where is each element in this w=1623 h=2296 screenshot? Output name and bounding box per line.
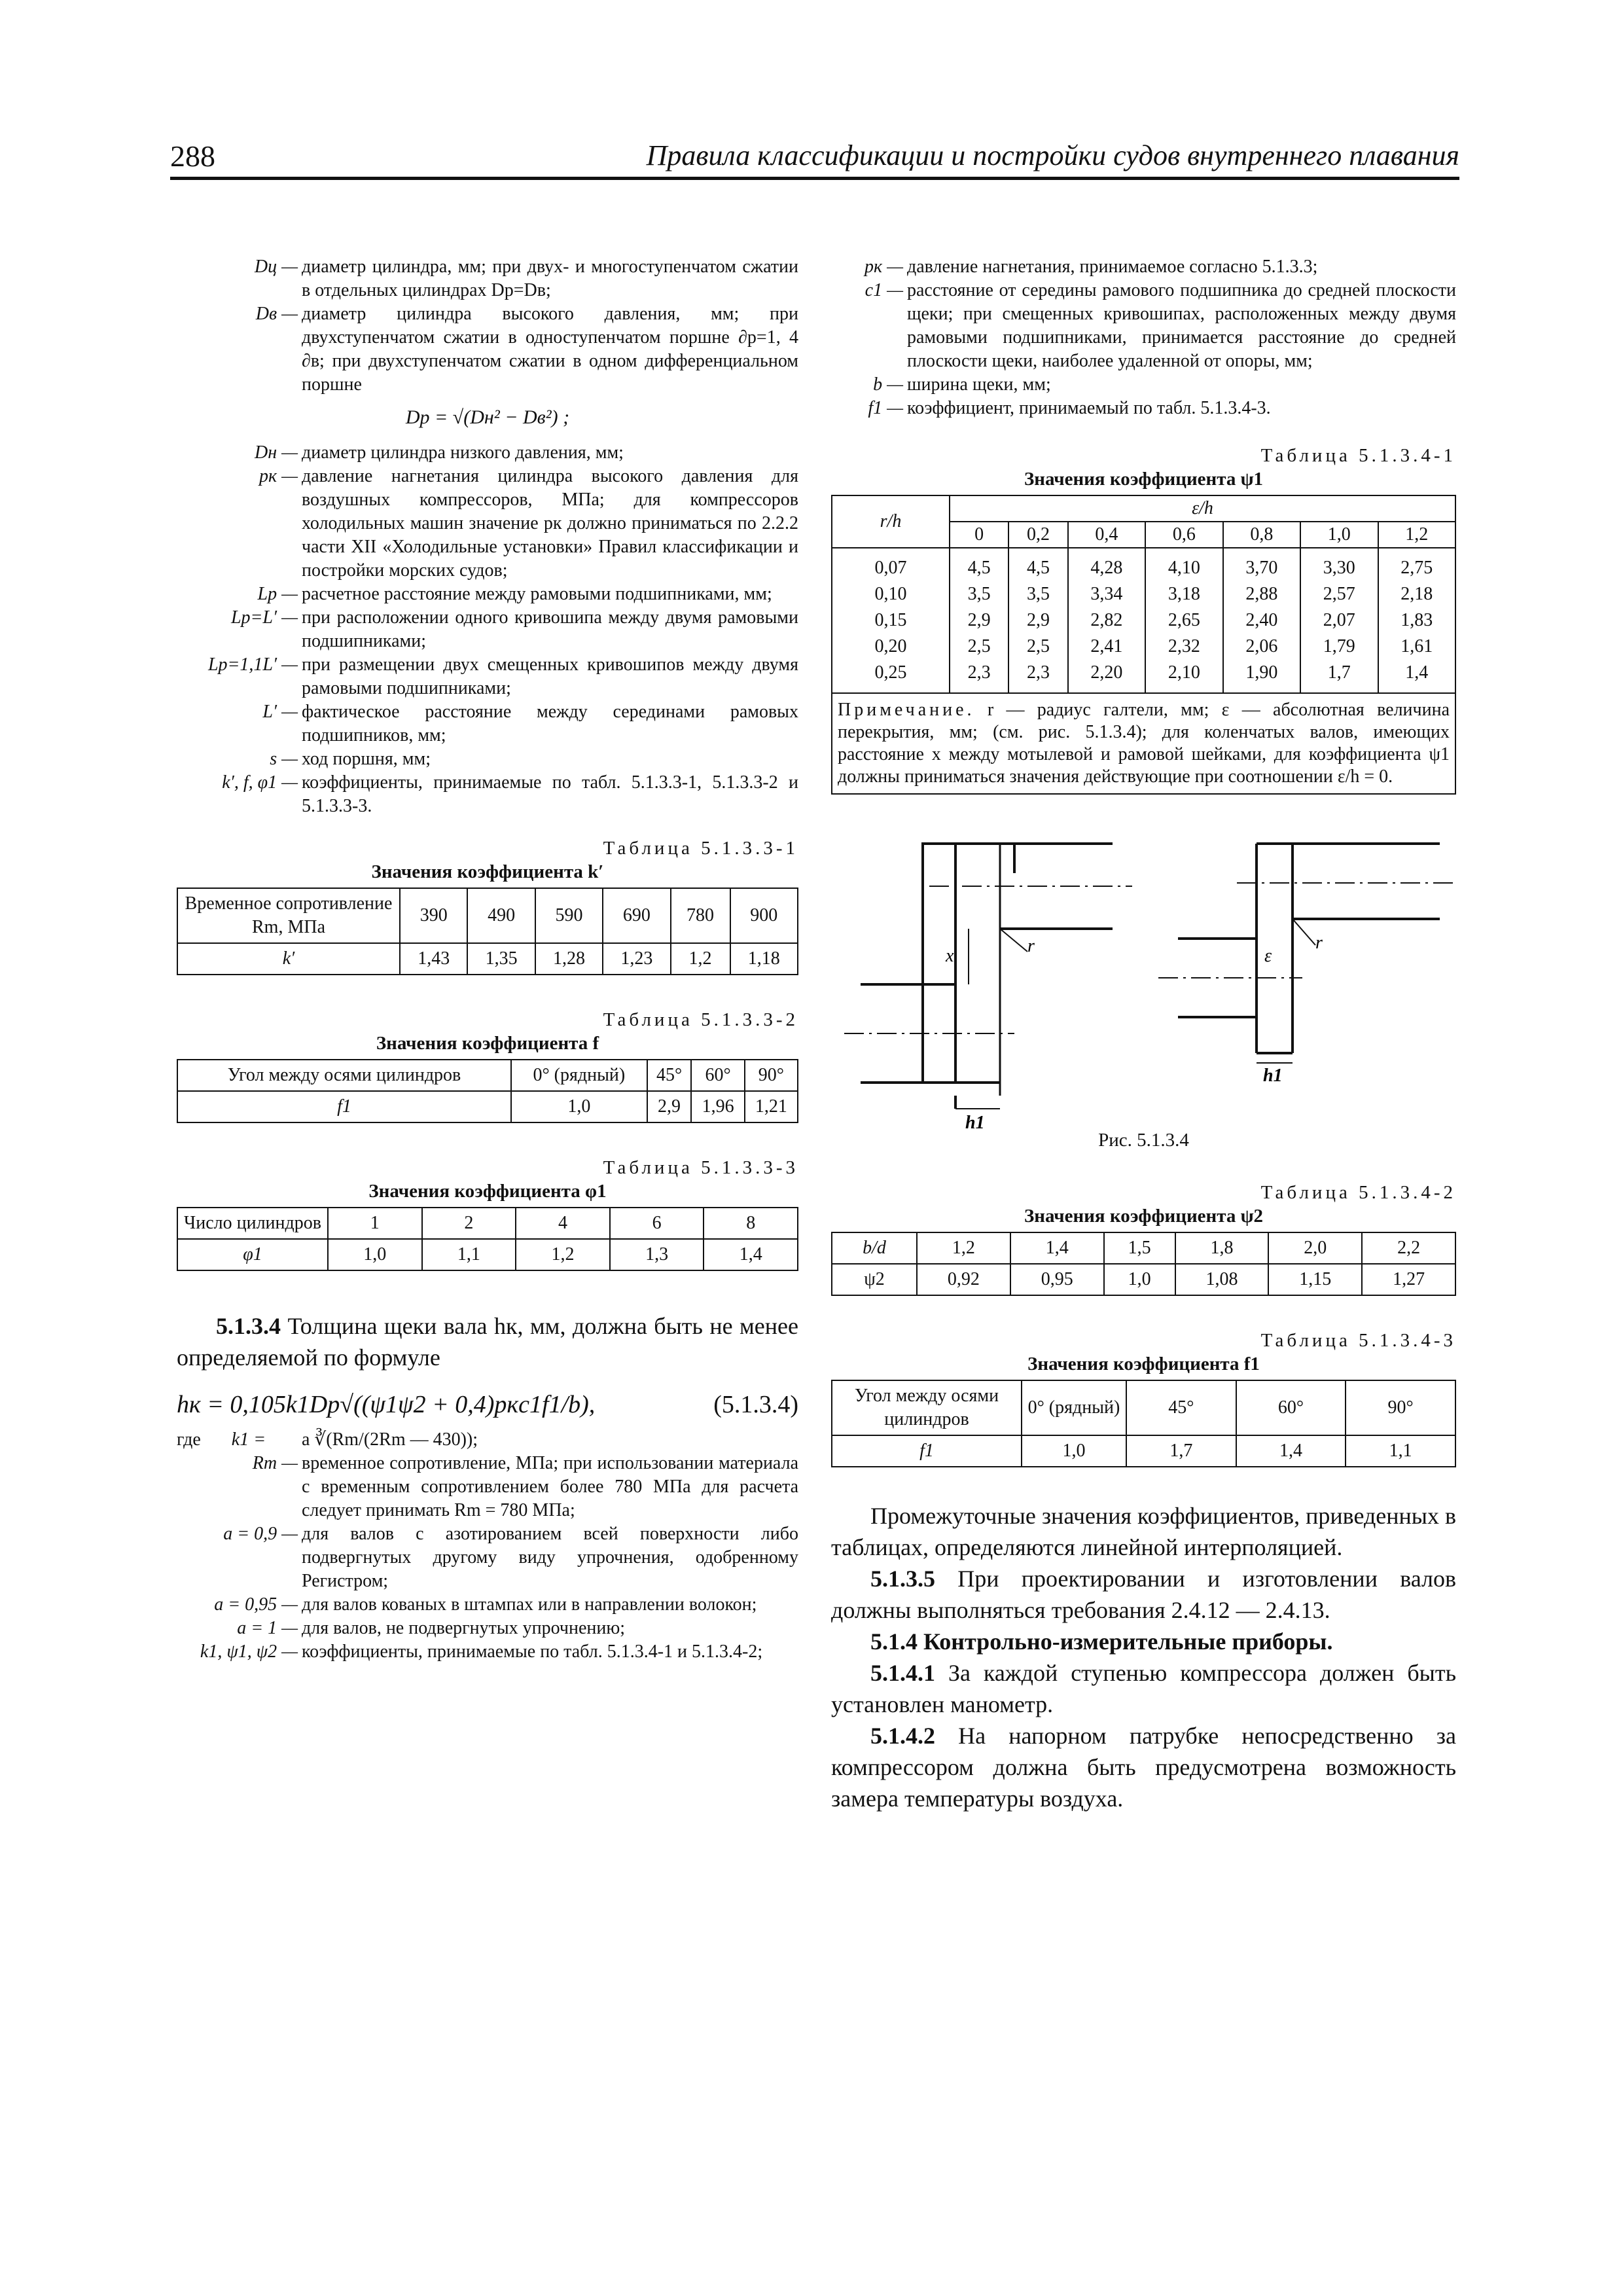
def-text: ход поршня, мм; <box>302 749 431 769</box>
row-label: φ1 <box>177 1239 328 1270</box>
section-number: 5.1.4.1 <box>870 1660 935 1686</box>
table-caption: Таблица 5.1.3.3-1 <box>603 838 798 859</box>
row-label: f1 <box>177 1091 511 1122</box>
table-cell: 60° <box>691 1060 744 1091</box>
table-row <box>177 1239 798 1270</box>
table-cell: 2,3 <box>1027 662 1050 683</box>
table-cell: 1,43 <box>400 943 467 975</box>
def-text: диаметр цилиндра высокого давления, мм; при двухступенчатом сжатии в одноступенчатом поршне ∂р=1, 4 ∂в; при двухступенчатом сжатии в одном дифференциальном поршне <box>302 304 798 395</box>
def-text: фактическое расстояние между серединами рамовых подшипников, мм; <box>302 702 798 745</box>
table-cell: 45° <box>1126 1380 1236 1435</box>
table-title: Значения коэффициента f <box>376 1033 599 1054</box>
left-column <box>177 255 798 1664</box>
table-cell: 90° <box>1346 1380 1455 1435</box>
table-cell: 1,18 <box>730 943 798 975</box>
paragraph <box>831 1720 1456 1814</box>
table-cell: 0,95 <box>1010 1264 1104 1295</box>
table-cell: 1,61 <box>1400 636 1433 656</box>
def-text: давление нагнетания цилиндра высокого давления для воздушных компрессоров, МПа; для компрессоров холодильных машин значение pк должно приниматься по 2.2.2 части XII «Холодильные установки» Правил классификации и постройки морских судов; <box>302 466 798 581</box>
table-cell: 0,20 <box>874 636 907 656</box>
paragraph-text: На напорном патрубке непосредственно за компрессором должна быть предусмотрена возможность замера температуры воздуха. <box>831 1723 1456 1812</box>
table-cell: 1,7 <box>1126 1435 1236 1467</box>
table-cell: 1,0 <box>1104 1264 1175 1295</box>
def-term: k′, f, φ1 — <box>222 772 298 793</box>
corner-header: r/h <box>832 495 950 548</box>
table-cell: 1,96 <box>691 1091 744 1122</box>
table-caption: Таблица 5.1.3.4-1 <box>1260 445 1456 466</box>
table-cell: 1,2 <box>671 943 730 975</box>
table-cell: 0,07 <box>874 558 907 578</box>
section-number: 5.1.3.4 <box>216 1313 281 1339</box>
def-text: для валов кованых в штампах или в направлении волокон; <box>302 1594 757 1615</box>
row-label: Угол между осями цилиндров <box>832 1380 1022 1435</box>
column-header: 0,2 <box>1008 522 1067 548</box>
table-cell: 0° (рядный) <box>511 1060 647 1091</box>
table-title: Значения коэффициента ψ1 <box>1024 469 1264 490</box>
table-cell: 1,79 <box>1323 636 1355 656</box>
row-values-col <box>1068 548 1145 693</box>
def-term: a = 0,9 — <box>223 1524 298 1544</box>
def-text: коэффициенты, принимаемые по табл. 5.1.3.3-1, 5.1.3.3-2 и 5.1.3.3-3. <box>302 772 798 816</box>
table-title: Значения коэффициента f1 <box>1027 1354 1260 1374</box>
def-text: временное сопротивление, МПа; при использовании материала с временным сопротивлением более 780 МПа для расчета следует принимать Rm = 780 МПа; <box>302 1453 798 1520</box>
table-caption: Таблица 5.1.3.3-3 <box>603 1157 798 1178</box>
section-5-1-3-4 <box>177 1310 798 1373</box>
column-header: 0 <box>950 522 1008 548</box>
table-cell: 2,9 <box>647 1091 692 1122</box>
paragraph-text: При проектировании и изготовлении валов должны выполняться требования 2.4.12 — 2.4.13. <box>831 1566 1456 1623</box>
row-label: Число цилиндров <box>177 1208 328 1239</box>
table-cell: 0,92 <box>917 1264 1010 1295</box>
table-title: Значения коэффициента ψ2 <box>1024 1206 1264 1227</box>
table-cell: 0,15 <box>874 610 907 630</box>
table-cell: 1,90 <box>1245 662 1278 683</box>
table-cell: 2,57 <box>1323 584 1355 604</box>
table-caption: Таблица 5.1.3.3-2 <box>603 1009 798 1030</box>
table-cell: 390 <box>400 888 467 943</box>
table-cell: 690 <box>603 888 670 943</box>
definitions-block-1 <box>177 255 798 397</box>
table-cell: 1,0 <box>511 1091 647 1122</box>
table-cell: 900 <box>730 888 798 943</box>
table-cell: 1,23 <box>603 943 670 975</box>
table-cell: 780 <box>671 888 730 943</box>
table-cell: 1,15 <box>1268 1264 1362 1295</box>
table-row <box>832 495 1455 522</box>
note-text: r — радиус галтели, мм; ε — абсолютная величина перекрытия, мм; (см. рис. 5.1.3.4); для коленчатых валов, имеющих расстояние x между мотылевой и рамовой шейками, для коэффициента ψ1 должны приниматься значения действующие при соотношении ε/h = 0. <box>838 700 1450 787</box>
table-cell: 1,3 <box>610 1239 704 1270</box>
table-row <box>177 1060 798 1091</box>
row-values-col <box>1223 548 1300 693</box>
def-text: расчетное расстояние между рамовыми подшипниками, мм; <box>302 584 772 604</box>
def-text: для валов с азотированием всей поверхности либо подвергнутых другому виду упрочнения, одобренному Регистром; <box>302 1524 798 1591</box>
def-text: a ∛(Rm/(2Rm — 430)); <box>302 1429 478 1450</box>
column-header: 1,0 <box>1300 522 1378 548</box>
table-title: Значения коэффициента k′ <box>371 861 604 882</box>
table-cell: 1,28 <box>535 943 603 975</box>
row-values-col <box>832 548 950 693</box>
table-cell: 1,1 <box>1346 1435 1455 1467</box>
definitions-block-2 <box>177 441 798 818</box>
def-term: L′ — <box>262 702 298 722</box>
fig-label: x <box>946 946 954 966</box>
table-cell: 60° <box>1236 1380 1346 1435</box>
table-cell: 1,1 <box>422 1239 516 1270</box>
table-cell: 1,0 <box>328 1239 422 1270</box>
def-term: b — <box>873 374 903 395</box>
def-term: k1, ψ1, ψ2 — <box>200 1641 298 1662</box>
table-cell: 3,34 <box>1090 584 1123 604</box>
table-cell: 2,5 <box>1027 636 1050 656</box>
table-row <box>832 1232 1455 1264</box>
table-cell: 1,8 <box>1175 1232 1269 1264</box>
table-f <box>177 1059 798 1123</box>
def-text: диаметр цилиндра низкого давления, мм; <box>302 442 624 463</box>
table-cell: 1,21 <box>745 1091 798 1122</box>
row-label: ψ2 <box>832 1264 917 1295</box>
figure-crankshaft <box>831 821 1456 1161</box>
table-row <box>177 1091 798 1122</box>
table-cell: 2,3 <box>967 662 991 683</box>
def-text: диаметр цилиндра, мм; при двух- и многоступенчатом сжатии в отдельных цилиндрах Dр=Dв; <box>302 257 798 300</box>
crankshaft-drawing <box>831 821 1456 1133</box>
table-cell: 2,0 <box>1268 1232 1362 1264</box>
table-cell: 2,2 <box>1362 1232 1455 1264</box>
column-header: 0,4 <box>1068 522 1145 548</box>
def-term <box>177 1428 298 1452</box>
table-row <box>832 1435 1455 1467</box>
table-cell: 2,82 <box>1090 610 1123 630</box>
group-header: ε/h <box>950 495 1455 522</box>
closing-paragraphs <box>831 1500 1456 1814</box>
table-cell: 2,65 <box>1168 610 1200 630</box>
def-term: Lр=1,1L′ — <box>207 655 298 675</box>
table-cell: 0,25 <box>874 662 907 683</box>
row-values-col <box>1008 548 1067 693</box>
table-row <box>832 548 1455 693</box>
table-cell: 4,10 <box>1168 558 1200 578</box>
def-term: c1 — <box>865 280 903 300</box>
table-cell: 1,35 <box>467 943 535 975</box>
paragraph <box>831 1563 1456 1626</box>
main-formula: hк = 0,105k1Dр√((ψ1ψ2 + 0,4)pкc1f1/b), <box>177 1391 596 1418</box>
def-text: при расположении одного кривошипа между двумя рамовыми подшипниками; <box>302 607 798 651</box>
table-cell: 4,28 <box>1090 558 1123 578</box>
table-cell: 0° (рядный) <box>1022 1380 1126 1435</box>
table-cell: 1,08 <box>1175 1264 1269 1295</box>
table-note <box>831 694 1456 795</box>
table-cell: 2,9 <box>967 610 991 630</box>
formula-dp: Dр = √(Dн² − Dв²) ; <box>405 406 570 428</box>
table-psi2 <box>831 1232 1456 1296</box>
page-header <box>170 139 1459 178</box>
table-cell: 2,40 <box>1245 610 1278 630</box>
definitions-block-3 <box>177 1428 798 1664</box>
def-text: коэффициенты, принимаемые по табл. 5.1.3.4-1 и 5.1.3.4-2; <box>302 1641 763 1662</box>
row-values-col <box>1300 548 1378 693</box>
table-cell: 2,07 <box>1323 610 1355 630</box>
def-term: Dн — <box>254 442 298 463</box>
table-cell: 2 <box>422 1208 516 1239</box>
table-caption: Таблица 5.1.3.4-2 <box>1260 1182 1456 1203</box>
table-cell: 90° <box>745 1060 798 1091</box>
table-k-prime <box>177 888 798 975</box>
table-cell: 4,5 <box>967 558 991 578</box>
fig-label: h1 <box>1263 1066 1283 1086</box>
table-cell: 2,06 <box>1245 636 1278 656</box>
table-cell: 3,30 <box>1323 558 1355 578</box>
table-psi1 <box>831 495 1456 694</box>
table-cell: 0,10 <box>874 584 907 604</box>
fig-label: r <box>1027 936 1035 956</box>
table-cell: 2,41 <box>1090 636 1123 656</box>
table-cell: 1,2 <box>516 1239 610 1270</box>
def-term: s — <box>270 749 298 769</box>
running-title: Правила классификации и постройки судов внутреннего плавания <box>646 139 1459 171</box>
table-cell: 1,0 <box>1022 1435 1126 1467</box>
table-cell: 1,27 <box>1362 1264 1455 1295</box>
def-term: pк — <box>259 466 298 486</box>
header-rule <box>170 177 1459 180</box>
def-term-k1: k1 = <box>231 1429 266 1450</box>
table-cell: 1,4 <box>1236 1435 1346 1467</box>
table-f1 <box>831 1380 1456 1467</box>
table-cell: 590 <box>535 888 603 943</box>
def-term: f1 — <box>868 398 903 418</box>
table-cell: 2,10 <box>1168 662 1200 683</box>
table-cell: 2,9 <box>1027 610 1050 630</box>
table-cell: 2,88 <box>1245 584 1278 604</box>
table-row <box>177 888 798 943</box>
table-cell: 1 <box>328 1208 422 1239</box>
main-formula-line <box>177 1393 798 1416</box>
table-title: Значения коэффициента φ1 <box>368 1181 607 1202</box>
table-cell: 3,70 <box>1245 558 1278 578</box>
where-word: где <box>177 1429 201 1450</box>
table-cell: 2,18 <box>1400 584 1433 604</box>
page-number: 288 <box>170 139 215 173</box>
table-cell: 490 <box>467 888 535 943</box>
table-phi <box>177 1207 798 1271</box>
table-cell: 1,4 <box>1010 1232 1104 1264</box>
table-cell: 2,32 <box>1168 636 1200 656</box>
section-paragraph <box>177 1310 798 1373</box>
table-cell: 3,5 <box>967 584 991 604</box>
note-label: Примечание. <box>838 700 975 720</box>
row-label: Угол между осями цилиндров <box>177 1060 511 1091</box>
row-values-col <box>1378 548 1456 693</box>
def-term: a = 0,95 — <box>214 1594 298 1615</box>
def-text: при размещении двух смещенных кривошипов между двумя рамовыми подшипниками; <box>302 655 798 698</box>
table-row <box>832 1264 1455 1295</box>
section-heading: 5.1.4 Контрольно-измерительные приборы. <box>870 1628 1333 1655</box>
def-text: ширина щеки, мм; <box>907 374 1051 395</box>
table-cell: 1,4 <box>704 1239 798 1270</box>
table-cell: 6 <box>610 1208 704 1239</box>
column-header: 0,6 <box>1145 522 1222 548</box>
def-term: Dв — <box>255 304 298 324</box>
table-cell: 2,20 <box>1090 662 1123 683</box>
table-row <box>832 1380 1455 1435</box>
paragraph: Промежуточные значения коэффициентов, приведенных в таблицах, определяются линейной интерполяцией. <box>831 1503 1456 1560</box>
section-number: 5.1.3.5 <box>870 1566 935 1592</box>
table-cell: 1,2 <box>917 1232 1010 1264</box>
paragraph <box>831 1657 1456 1720</box>
column-header: 0,8 <box>1223 522 1300 548</box>
figure-caption: Рис. 5.1.3.4 <box>1098 1130 1189 1151</box>
table-cell: 1,7 <box>1327 662 1351 683</box>
def-term: Dц — <box>254 257 298 277</box>
table-cell: 1,83 <box>1400 610 1433 630</box>
table-cell: 1,4 <box>1405 662 1429 683</box>
table-caption: Таблица 5.1.3.4-3 <box>1260 1330 1456 1351</box>
table-cell: 2,75 <box>1400 558 1433 578</box>
def-text: давление нагнетания, принимаемое согласно 5.1.3.3; <box>907 257 1318 277</box>
table-cell: 2,5 <box>967 636 991 656</box>
paragraph-text: За каждой ступенью компрессора должен быть установлен манометр. <box>831 1660 1457 1717</box>
row-values-col <box>1145 548 1222 693</box>
def-term: a = 1 — <box>237 1618 298 1638</box>
row-label: f1 <box>832 1435 1022 1467</box>
fig-label: r <box>1315 933 1323 953</box>
table-row <box>177 943 798 975</box>
right-column <box>831 255 1456 1814</box>
definitions-block-right <box>831 255 1456 420</box>
table-cell: 1,5 <box>1104 1232 1175 1264</box>
table-cell: 3,5 <box>1027 584 1050 604</box>
table-row <box>177 1208 798 1239</box>
row-label: b/d <box>832 1232 917 1264</box>
def-term: Rm — <box>252 1453 298 1473</box>
section-text: Толщина щеки вала hк, мм, должна быть не менее определяемой по формуле <box>177 1313 799 1371</box>
table-cell: 45° <box>647 1060 692 1091</box>
table-cell: 3,18 <box>1168 584 1200 604</box>
table-cell: 4,5 <box>1027 558 1050 578</box>
row-label: Временное сопротивление Rm, МПа <box>177 888 400 943</box>
section-number: 5.1.4.2 <box>870 1723 935 1749</box>
formula-number: (5.1.3.4) <box>713 1391 798 1418</box>
table-cell: 4 <box>516 1208 610 1239</box>
def-term: pк — <box>865 257 903 277</box>
row-label: k′ <box>177 943 400 975</box>
def-term: Lр=L′ — <box>230 607 298 628</box>
fig-label: ε <box>1264 946 1272 966</box>
def-text: расстояние от середины рамового подшипника до средней плоскости щеки; при смещенных кривошипах, расположенных между двумя рамовыми подшипниками, принимается расстояние до средней плоскости щеки, наиболее удаленной от опоры, мм; <box>907 280 1456 371</box>
def-text: коэффициент, принимаемый по табл. 5.1.3.4-3. <box>907 398 1271 418</box>
table-cell: 8 <box>704 1208 798 1239</box>
def-text: для валов, не подвергнутых упрочнению; <box>302 1618 626 1638</box>
fig-label: h1 <box>965 1113 985 1133</box>
row-values-col <box>950 548 1008 693</box>
def-term: Lр — <box>257 584 298 604</box>
column-header: 1,2 <box>1378 522 1456 548</box>
